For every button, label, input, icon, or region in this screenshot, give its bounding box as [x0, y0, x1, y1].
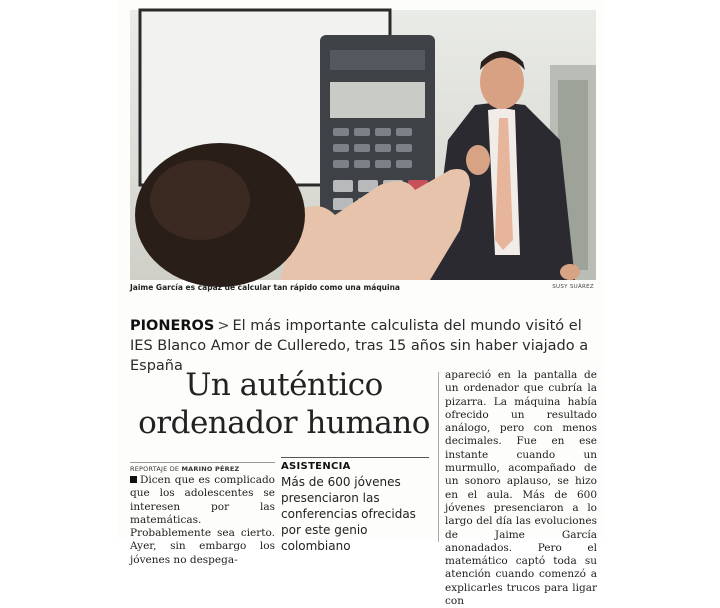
presenter-hand — [466, 145, 490, 175]
article-photo — [130, 10, 596, 280]
column-divider — [438, 372, 439, 542]
caption-text: Jaime García es capaz de calcular tan rápido como una máquina — [130, 283, 400, 292]
kicker-arrow-icon: > — [217, 318, 230, 334]
newspaper-clipping — [118, 0, 603, 608]
sidebar-text: Más de 600 jóvenes presenciaron las conferencias ofrecidas por este genio colombiano — [281, 475, 416, 553]
kicker-keyword: PIONEROS — [130, 318, 215, 334]
paragraph-marker-icon — [130, 476, 137, 483]
body-left-text: Dicen que es complicado que los adolescentes se interesen por las matemáticas. Probablemente sea cierto. Ayer, sin embargo los jóvenes no despega- — [130, 474, 275, 566]
byline-author: MARINO PÉREZ — [181, 465, 240, 473]
body-column-right: apareció en la pantalla de un ordenador que cubría la pizarra. La máquina había ofrecido un resultado análogo, pero con menos decimales. Fue en ese instante cuando un murmullo, acompañado de un sonoro aplauso, se hizo en el aula. Más de 600 jóvenes presenciaron a lo largo del día las evoluciones de Jaime García anonadados. Pero el matemático captó toda su atención cuando comenzó a explicarles trucos para ligar con — [445, 369, 597, 608]
assistance-sidebar — [281, 457, 429, 554]
byline-prefix: REPORTAJE DE — [130, 465, 180, 473]
photo-caption — [130, 283, 596, 295]
kicker-text: El más importante calculista del mundo visitó el IES Blanco Amor de Culleredo, tras 15 años sin haber viajado a España — [130, 318, 589, 374]
article-headline: Un auténtico ordenador humano — [138, 367, 430, 441]
photo-illustration — [130, 10, 596, 280]
calculator-screen — [330, 82, 425, 118]
byline — [130, 462, 275, 473]
photo-credit: SUSY SUÁREZ — [552, 284, 594, 290]
body-column-left — [130, 474, 275, 567]
sidebar-title: ASISTENCIA — [281, 461, 351, 472]
